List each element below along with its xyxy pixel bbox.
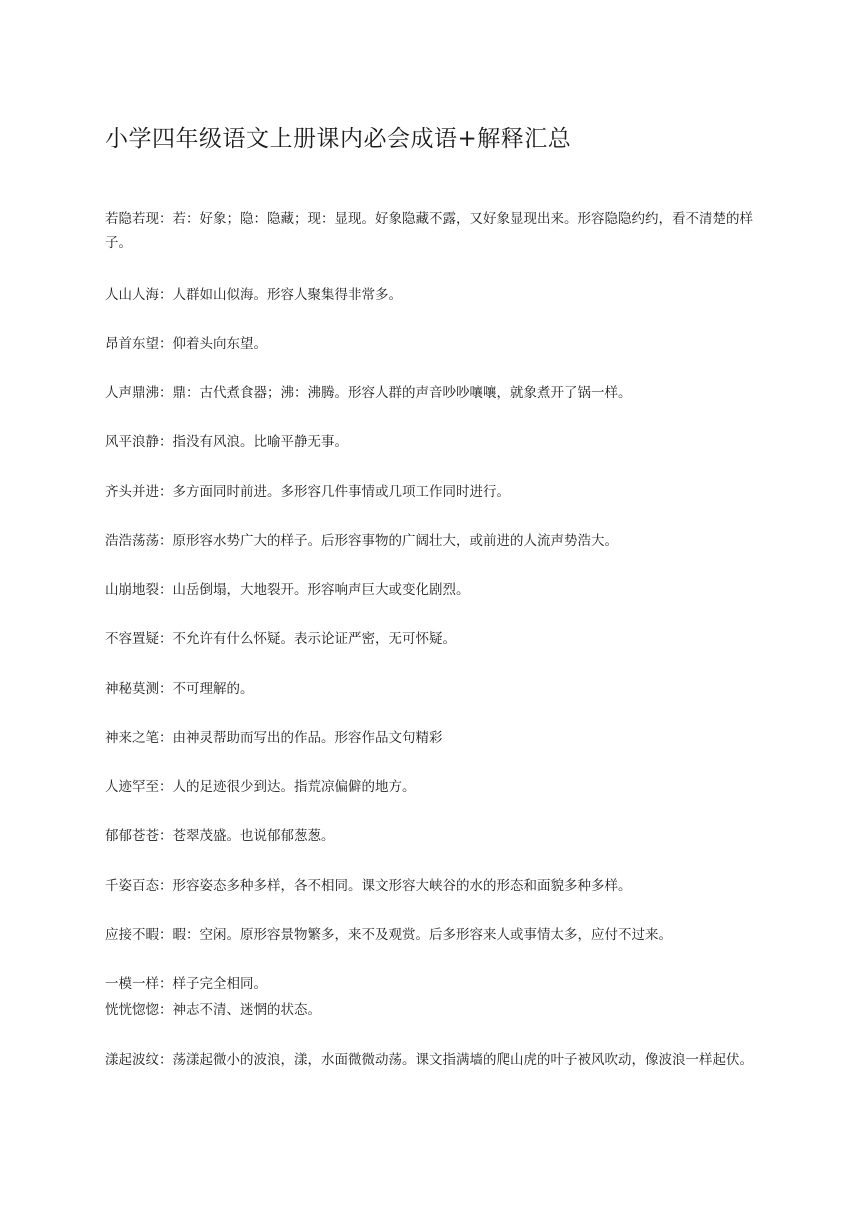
idiom-entry: 郁郁苍苍：苍翠茂盛。也说郁郁葱葱。 (105, 828, 335, 844)
idiom-entry: 人迹罕至：人的足迹很少到达。指荒凉偏僻的地方。 (105, 779, 416, 795)
document-title: 小学四年级语文上册课内必会成语+解释汇总 (105, 126, 572, 152)
idiom-entry: 山崩地裂：山岳倒塌，大地裂开。形容响声巨大或变化剧烈。 (105, 582, 470, 598)
idiom-entry: 风平浪静：指没有风浪。比喻平静无事。 (105, 434, 348, 450)
idiom-entry: 齐头并进：多方面同时前进。多形容几件事情或几项工作同时进行。 (105, 484, 510, 500)
idiom-entry: 昂首东望：仰着头向东望。 (105, 336, 267, 352)
idiom-entry: 浩浩荡荡：原形容水势广大的样子。后形容事物的广阔壮大，或前进的人流声势浩大。 (105, 533, 618, 549)
idiom-entry: 不容置疑：不允许有什么怀疑。表示论证严密，无可怀疑。 (105, 631, 456, 647)
idiom-entry: 应接不暇：暇：空闲。原形容景物繁多，来不及观赏。后多形容来人或事情太多，应付不过来。 (105, 927, 672, 943)
idiom-entry: 神秘莫测：不可理解的。 (105, 681, 254, 697)
idiom-entry: 漾起波纹：荡漾起微小的波浪，漾，水面微微动荡。课文指满墙的爬山虎的叶子被风吹动，像波浪一样起伏。 (105, 1052, 753, 1068)
idiom-entry: 人山人海：人群如山似海。形容人聚集得非常多。 (105, 287, 402, 303)
idiom-entry: 千姿百态：形容姿态多种多样，各不相同。课文形容大峡谷的水的形态和面貌多种多样。 (105, 878, 632, 894)
idiom-entry: 神来之笔：由神灵帮助而写出的作品。形容作品文句精彩 (105, 730, 443, 746)
idiom-entry: 一模一样：样子完全相同。 (105, 976, 267, 992)
idiom-entry: 若隐若现：若：好象；隐：隐藏；现：显现。好象隐藏不露，又好象显现出来。形容隐隐约约，看不清楚的样子。 (105, 211, 753, 251)
idiom-entry: 恍恍惚惚：神志不清、迷惘的状态。 (105, 1002, 321, 1018)
idiom-entry: 人声鼎沸：鼎：古代煮食器；沸：沸腾。形容人群的声音吵吵嚷嚷，就象煮开了锅一样。 (105, 385, 632, 401)
